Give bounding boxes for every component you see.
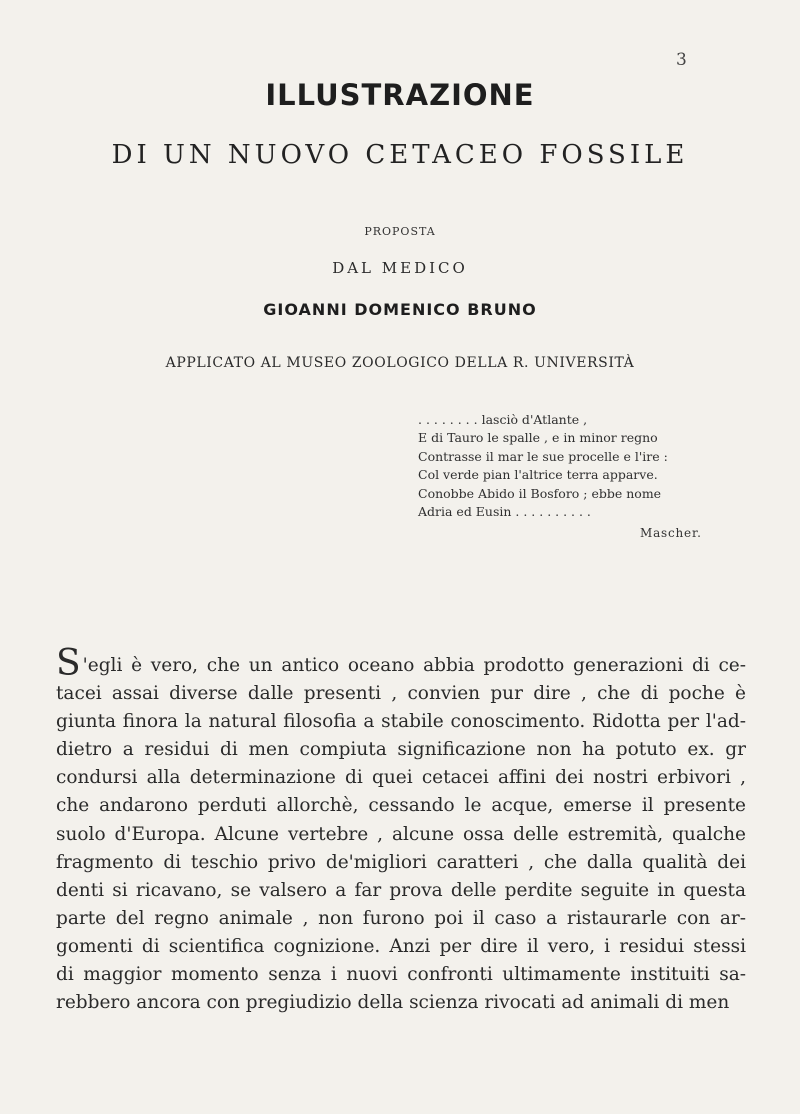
body-line: suolo d'Europa. Alcune vertebre , alcune ossa delle estremità, qualche bbox=[56, 823, 746, 845]
body-line: giunta finora la natural filosofia a stabile conoscimento. Ridotta per l'ad- bbox=[56, 711, 746, 733]
body-line: denti si ricavano, se valsero a far prova delle perdite seguite in questa bbox=[56, 879, 746, 901]
body-line: gomenti di scientifica cognizione. Anzi per dire il vero, i residui stessi bbox=[56, 935, 746, 957]
body-text bbox=[56, 643, 746, 1017]
author-affiliation: APPLICATO AL MUSEO ZOOLOGICO DELLA R. UNIVERSITÀ bbox=[165, 355, 635, 371]
body-line bbox=[56, 643, 746, 684]
drop-cap: S bbox=[56, 643, 81, 684]
author-name: GIOANNI DOMENICO BRUNO bbox=[263, 300, 537, 319]
page-number: 3 bbox=[676, 50, 687, 70]
epigraph-line: Col verde pian l'altrice terra apparve. bbox=[418, 467, 658, 483]
page-subtitle: DI UN NUOVO CETACEO FOSSILE bbox=[111, 140, 689, 170]
body-line: che andarono perduti allorchè, cessando le acque, emerse il presente bbox=[56, 795, 746, 817]
body-line: parte del regno animale , non furono poi il caso a ristaurarle con ar- bbox=[56, 907, 746, 929]
proposta-label: PROPOSTA bbox=[364, 225, 436, 238]
epigraph-line: Contrasse il mar le sue procelle e l'ire : bbox=[418, 448, 668, 464]
epigraph-line: E di Tauro le spalle , e in minor regno bbox=[418, 430, 658, 446]
body-line: di maggior momento senza i nuovi confronti ultimamente instituiti sa- bbox=[56, 964, 746, 986]
epigraph-line: Adria ed Eusin . . . . . . . . . . bbox=[418, 504, 591, 520]
epigraph bbox=[418, 411, 748, 521]
body-line: condursi alla determinazione di quei cetacei affini dei nostri erbivori , bbox=[56, 767, 746, 789]
epigraph-line: . . . . . . . . lasciò d'Atlante , bbox=[418, 412, 588, 427]
epigraph-author: Mascher. bbox=[640, 526, 702, 540]
dal-medico-label: DAL MEDICO bbox=[332, 259, 468, 277]
body-line: fragmento di teschio privo de'migliori caratteri , che dalla qualità dei bbox=[56, 851, 746, 873]
body-line: rebbero ancora con pregiudizio della scienza rivocati ad animali di men bbox=[56, 992, 730, 1014]
page-title: ILLUSTRAZIONE bbox=[265, 78, 535, 112]
epigraph-line: Conobbe Abido il Bosforo ; ebbe nome bbox=[418, 485, 662, 501]
body-line: tacei assai diverse dalle presenti , convien pur dire , che di poche è bbox=[56, 683, 746, 705]
body-line: dietro a residui di men compiuta significazione non ha potuto ex. gr bbox=[56, 739, 746, 761]
body-first-line-text: 'egli è vero, che un antico oceano abbia prodotto generazioni di ce- bbox=[82, 655, 746, 676]
